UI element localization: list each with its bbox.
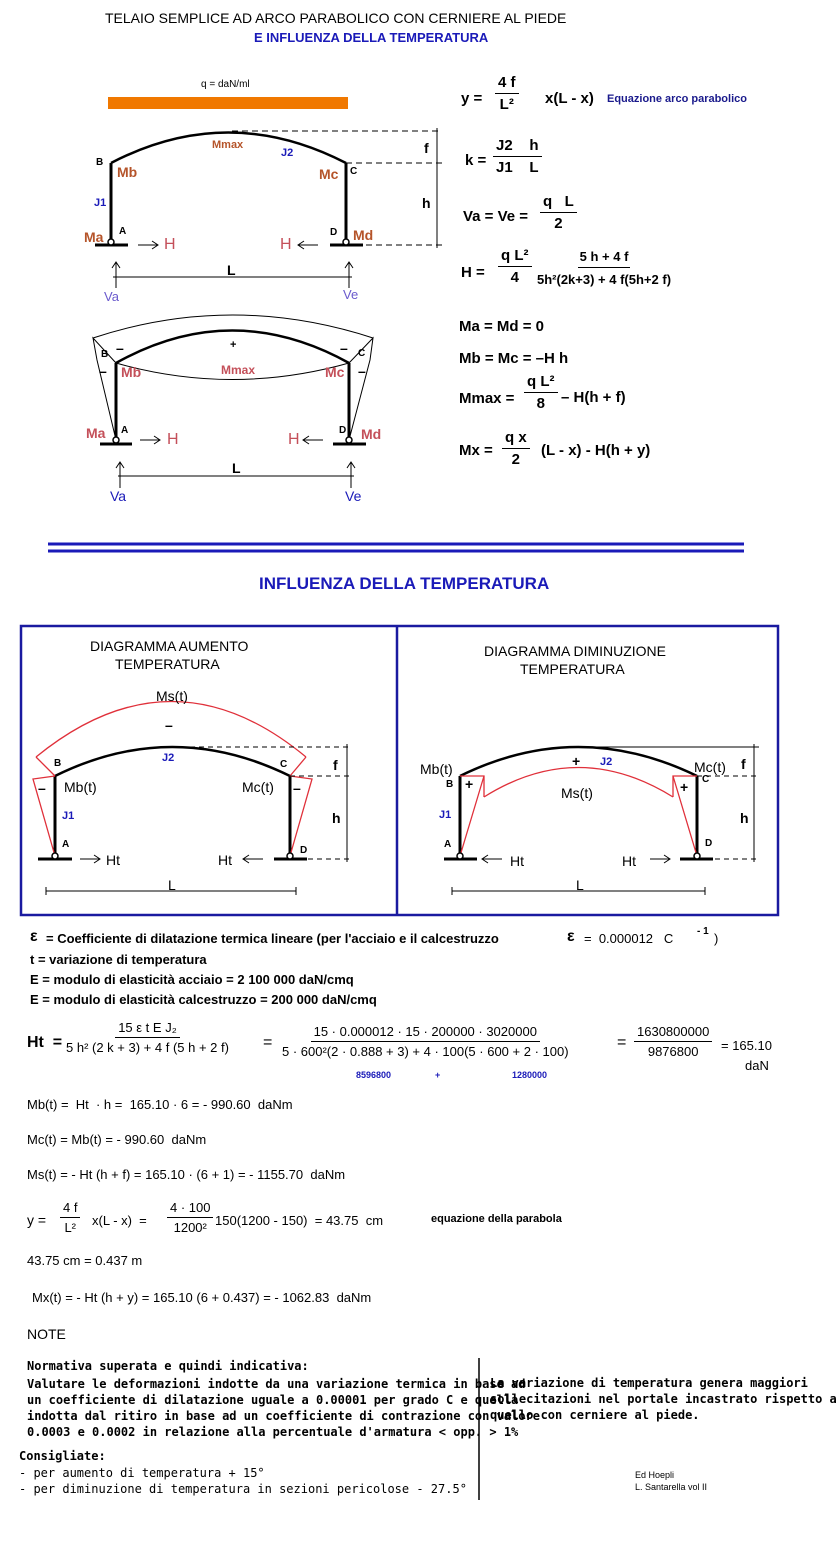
def-eps-exp: - 1 [697, 926, 709, 937]
panel-right-j1: J1 [439, 809, 452, 821]
moment-join-r3 [290, 757, 306, 776]
label-h-left-1: H [164, 236, 176, 253]
calc-eq1: = [263, 1034, 273, 1051]
label-mc-2: Mc [325, 364, 345, 380]
calc-ht-unit: daN [745, 1058, 769, 1073]
label-mb-2: Mb [121, 364, 142, 380]
label-mc-1: Mc [319, 166, 339, 182]
panel-right-f: f [741, 756, 746, 772]
plus-mid-2: + [230, 339, 237, 351]
notes-norm-line3: indotta dal ritiro in base ad un coefficiente di contrazione con valore [27, 1409, 540, 1423]
calc-sub1: 8596800 [356, 1070, 392, 1080]
label-l-2: L [232, 460, 241, 476]
label-h-dim-1: h [422, 195, 431, 211]
formula-mx-den: 2 [511, 451, 521, 468]
notes-cons-title: Consigliate: [19, 1449, 106, 1463]
hinge-d-3 [287, 853, 293, 859]
label-j2-1: J2 [281, 147, 294, 159]
calc-y-lhs: y = [27, 1212, 47, 1228]
panel-right-ht-left: Ht [510, 853, 524, 869]
formula-h-lhs: H = [461, 264, 485, 281]
minus-b-2: – [116, 340, 124, 356]
panel-right-node-d: D [705, 838, 713, 849]
formula-mx-lhs: Mx = [459, 442, 493, 459]
formula-h-den2: 5h²(2k+3) + 4 f(5h+2 f) [537, 272, 672, 287]
panel-right-title1: DIAGRAMMA DIMINUZIONE [484, 643, 667, 659]
panel-right-node-a: A [444, 839, 452, 850]
formula-va-den: 2 [554, 215, 563, 232]
def-eps-symbol2: ε [567, 928, 575, 945]
label-f-1: f [424, 140, 429, 156]
notes-right-line3: quello con cerniere al piede. [490, 1408, 700, 1422]
def-eps-close: ) [714, 931, 719, 946]
label-h-left-2: H [167, 431, 179, 448]
def-eps-symbol: ε [30, 928, 38, 945]
notes-norm-line1: Valutare le deformazioni indotte da una variazione termica in base ad [27, 1377, 526, 1391]
panel-right-plus-r: + [680, 779, 689, 795]
formula-y-lhs: y = [461, 90, 483, 107]
notes-title: NOTE [27, 1326, 66, 1342]
node-c-1: C [350, 166, 358, 177]
calc-y-mid: x(L - x) = [92, 1213, 147, 1228]
calc-ht-result: = 165.10 [721, 1038, 772, 1053]
panel-left-j1: J1 [62, 810, 75, 822]
calc-ht-frac2 [282, 1024, 569, 1059]
node-b-2: B [101, 349, 109, 360]
label-h-right-2: H [288, 431, 300, 448]
formula-mmax-rhs: – H(h + f) [561, 389, 626, 406]
panel-left-node-a: A [62, 839, 70, 850]
calc-ht-frac3 [634, 1024, 712, 1059]
panel-right-h: h [740, 810, 749, 826]
calc-ht-frac1 [66, 1020, 229, 1055]
formula-mmax-frac [524, 373, 558, 412]
label-ma-2: Ma [86, 425, 106, 441]
calc-y-num2: 4 · 100 [167, 1200, 213, 1218]
panel-right-mc: Mc(t) [694, 759, 726, 775]
panel-left-node-d: D [300, 845, 308, 856]
panel-right-plus-top: + [572, 753, 581, 769]
label-va-2: Va [110, 488, 127, 504]
panel-right-title2: TEMPERATURA [520, 661, 625, 677]
panel-left-f: f [333, 757, 338, 773]
node-c-2: C [358, 348, 366, 359]
hinge-d-2 [346, 437, 352, 443]
def-e-steel: E = modulo di elasticità acciaio = 2 100 000 daN/cmq [30, 972, 354, 987]
panel-left-l: L [168, 877, 176, 893]
notes-right-line1: La variazione di temperatura genera maggiori [490, 1376, 808, 1390]
panel-right-ht-right: Ht [622, 853, 636, 869]
calc-y-frac2 [167, 1200, 213, 1235]
formula-y-num: 4 f [495, 74, 519, 94]
formula-h-frac1 [498, 247, 532, 286]
hinge-a-3 [52, 853, 58, 859]
panel-left-ht-right: Ht [218, 852, 232, 868]
formula-va-frac [540, 193, 577, 232]
hinge-a-2 [113, 437, 119, 443]
page-title: TELAIO SEMPLICE AD ARCO PARABOLICO CON CERNIERE AL PIEDE [105, 10, 567, 26]
formula-mx-num: q x [502, 429, 530, 449]
label-va-1: Va [104, 289, 119, 304]
formula-h-frac2 [537, 249, 671, 287]
panel-right-plus-l: + [465, 776, 474, 792]
panel-left-node-c: C [280, 759, 288, 770]
notes-cons-line1: - per aumento di temperatura + 15° [19, 1466, 265, 1480]
node-d-1: D [330, 227, 338, 238]
notes-norm-title: Normativa superata e quindi indicativa: [27, 1359, 309, 1373]
notes-right-line2: sollecitazioni nel portale incastrato rispetto a [490, 1392, 837, 1406]
load-label: q = daN/ml [201, 79, 250, 90]
calc-y-num1: 4 f [60, 1200, 80, 1218]
minus-bl-2: – [99, 363, 107, 379]
panel-right-node-c: C [702, 774, 710, 785]
formula-k-frac [493, 137, 542, 176]
section-title: INFLUENZA DELLA TEMPERATURA [259, 574, 550, 593]
calc-ht-den2: 5 · 600²(2 · 0.888 + 3) + 4 · 100(5 · 600 + 2 · 100) [282, 1044, 569, 1059]
def-e-conc: E = modulo di elasticità calcestruzzo = 200 000 daN/cmq [30, 992, 377, 1007]
formula-mx-frac [502, 429, 530, 468]
panel-left-j2: J2 [162, 752, 175, 764]
calc-eq2: = [617, 1034, 627, 1051]
node-d-2: D [339, 425, 347, 436]
formula-y-note: Equazione arco parabolico [607, 93, 747, 105]
formula-y-den: L² [499, 96, 514, 113]
calc-mx: Mx(t) = - Ht (h + y) = 165.10 (6 + 0.437) = - 1062.83 daNm [32, 1290, 372, 1305]
moment-top-2 [93, 315, 373, 338]
calc-mb: Mb(t) = Ht · h = 165.10 · 6 = - 990.60 daNm [27, 1097, 293, 1112]
formula-mmax-num: q L² [524, 373, 558, 393]
calc-conv: 43.75 cm = 0.437 m [27, 1253, 143, 1268]
panel-left-title2: TEMPERATURA [115, 656, 220, 672]
node-a-1: A [119, 226, 127, 237]
calc-ms: Ms(t) = - Ht (h + f) = 165.10 · (6 + 1) = - 1155.70 daNm [27, 1167, 346, 1182]
credit-author: L. Santarella vol II [635, 1482, 708, 1492]
notes-norm-line4: 0.0003 e 0.0002 in relazione alla percentuale d'armatura < opp. > 1% [27, 1425, 519, 1439]
formula-ma: Ma = Md = 0 [459, 318, 545, 335]
def-eps-text: = Coefficiente di dilatazione termica lineare (per l'acciaio e il calcestruzzo [46, 931, 499, 946]
panel-left-minus-top: – [165, 717, 173, 733]
def-t: t = variazione di temperatura [30, 952, 207, 967]
calc-ht-den1: 5 h² (2 k + 3) + 4 f (5 h + 2 f) [66, 1040, 229, 1055]
panel-right-ms: Ms(t) [561, 785, 593, 801]
formula-mmax-den: 8 [536, 395, 545, 412]
formula-k-den: J1 L [496, 159, 539, 176]
formula-k-num: J2 h [493, 137, 542, 157]
calc-ht-num2: 15 · 0.000012 · 15 · 200000 · 3020000 [311, 1024, 540, 1042]
calc-sub2: 1280000 [512, 1070, 548, 1080]
calc-ht-den3: 9876800 [647, 1044, 699, 1059]
panel-left-mb: Mb(t) [64, 779, 97, 795]
panel-left-node-b: B [54, 758, 62, 769]
label-md-2: Md [361, 426, 382, 442]
formula-h-den1: 4 [510, 269, 519, 286]
minus-cr-2: – [358, 363, 366, 379]
moment-join-l3 [36, 757, 55, 776]
notes-norm-line2: un coefficiente di dilatazione uguale a 0.00001 per grado C e quella [27, 1393, 519, 1407]
calc-y-frac1 [60, 1200, 80, 1235]
calc-y-den2: 1200² [173, 1220, 207, 1235]
hinge-d-1 [343, 239, 349, 245]
panel-right-l: L [576, 877, 584, 893]
panel-left-minus-r: – [293, 780, 301, 796]
panel-left-minus-l: – [38, 780, 46, 796]
panel-right-j2: J2 [600, 756, 613, 768]
minus-c-2: – [340, 340, 348, 356]
formula-mx-rhs: (L - x) - H(h + y) [541, 442, 651, 459]
panel-left-ht-left: Ht [106, 852, 120, 868]
calc-ht-num1: 15 ε t E J₂ [115, 1020, 180, 1038]
label-md-1: Md [353, 227, 374, 243]
formula-k-lhs: k = [465, 152, 487, 169]
formula-va-lhs: Va = Ve = [463, 208, 529, 225]
hinge-d-4 [694, 853, 700, 859]
formula-y-rhs: x(L - x) [545, 90, 594, 107]
label-ve-2: Ve [345, 488, 362, 504]
panel-left-mc: Mc(t) [242, 779, 274, 795]
calc-y-rhs: 150(1200 - 150) = 43.75 cm [215, 1213, 384, 1228]
formula-h-num2: 5 h + 4 f [578, 249, 631, 268]
label-ma-1: Ma [84, 229, 104, 245]
node-a-2: A [121, 425, 129, 436]
load-bar [108, 97, 348, 109]
page-subtitle: E INFLUENZA DELLA TEMPERATURA [254, 30, 489, 45]
formula-y-frac [495, 74, 519, 113]
label-h-right-1: H [280, 236, 292, 253]
node-b-1: B [96, 157, 104, 168]
hinge-a-1 [108, 239, 114, 245]
label-j1-1: J1 [94, 197, 107, 209]
hinge-a-4 [457, 853, 463, 859]
label-ve-1: Ve [343, 287, 359, 302]
formula-va-num: q L [540, 193, 577, 213]
panel-right-node-b: B [446, 779, 454, 790]
panel-right-mb: Mb(t) [420, 761, 453, 777]
label-mmax-2: Mmax [221, 363, 256, 377]
formula-mb: Mb = Mc = –H h [459, 350, 569, 367]
calc-y-note: equazione della parabola [431, 1213, 562, 1225]
credit-publisher: Ed Hoepli [635, 1470, 675, 1480]
label-mmax-1: Mmax [212, 139, 244, 151]
calc-ht-lhs: Ht = [27, 1034, 63, 1051]
notes-cons-line2: - per diminuzione di temperatura in sezioni pericolose - 27.5° [19, 1482, 467, 1496]
label-l-1: L [227, 262, 236, 278]
panel-left-ms: Ms(t) [156, 688, 188, 704]
calc-ht-num3: 1630800000 [634, 1024, 712, 1042]
calc-mc: Mc(t) = Mb(t) = - 990.60 daNm [27, 1132, 207, 1147]
panel-left-h: h [332, 810, 341, 826]
formula-mmax-lhs: Mmax = [459, 390, 515, 407]
calc-sub-plus: + [435, 1070, 441, 1080]
formula-h-num1: q L² [498, 247, 532, 267]
def-eps-value: = 0.000012 C [584, 931, 674, 946]
calc-y-den1: L² [64, 1220, 77, 1235]
label-mb-1: Mb [117, 164, 138, 180]
panel-left-title1: DIAGRAMMA AUMENTO [90, 638, 249, 654]
